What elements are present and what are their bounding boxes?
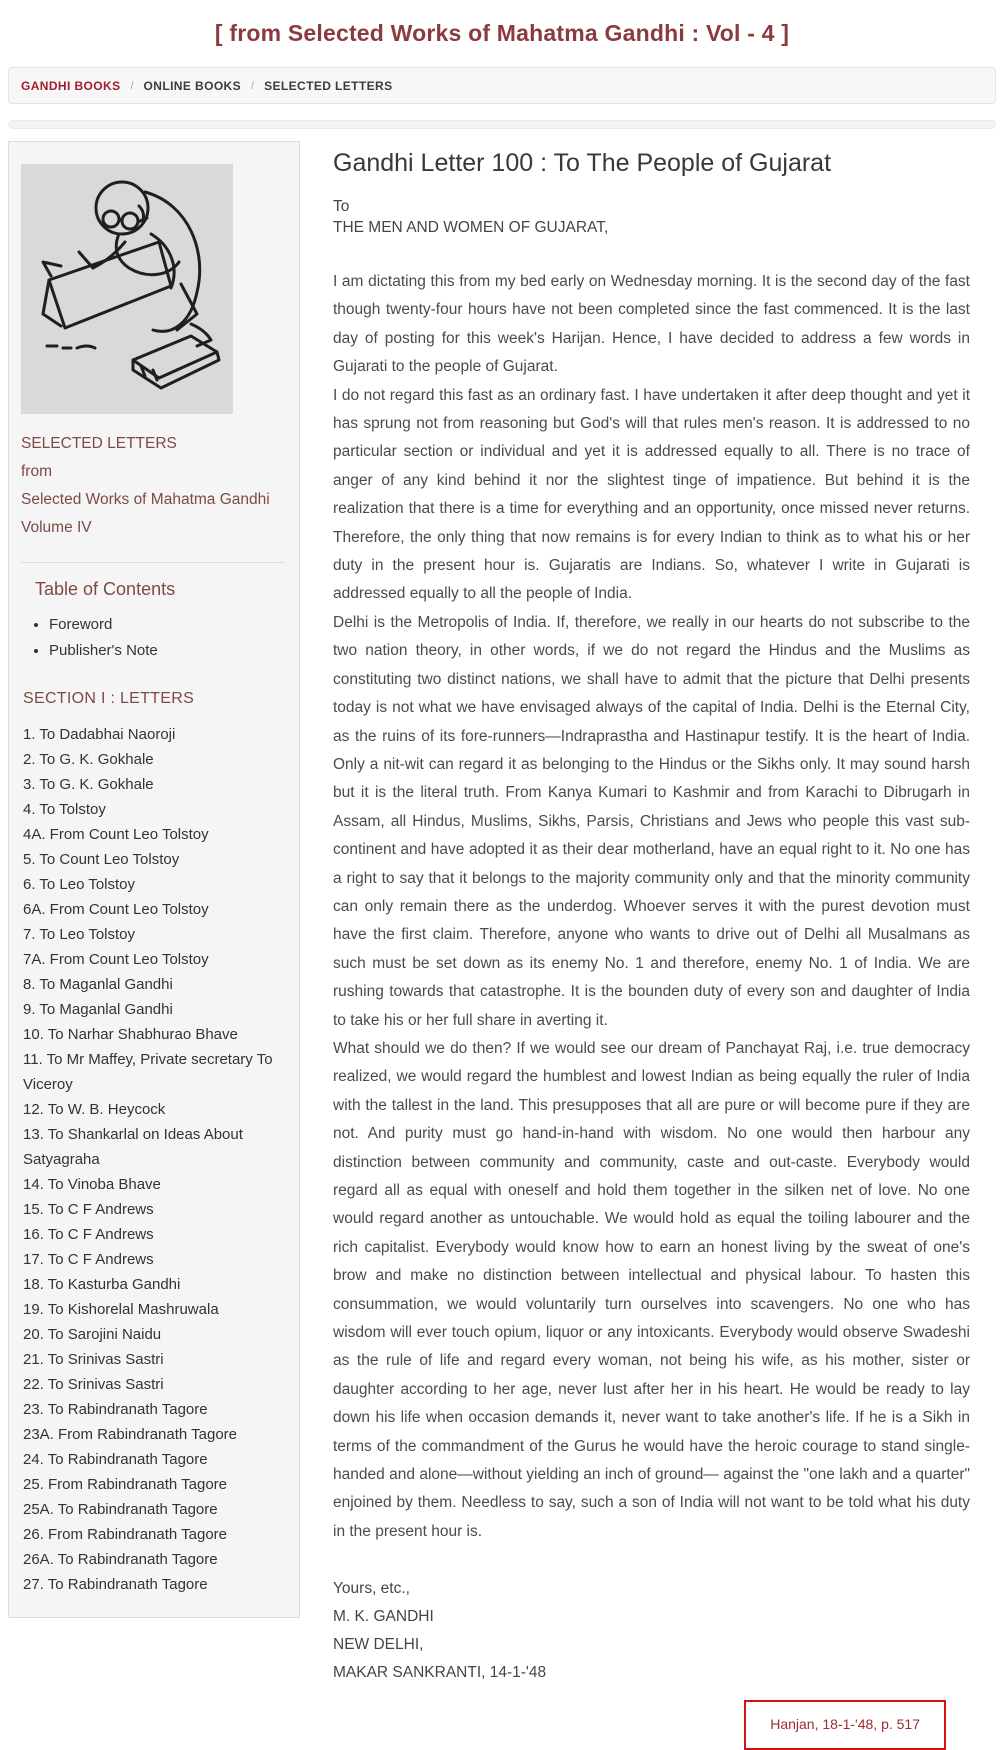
signature-line: M. K. GANDHI [333,1608,434,1626]
letter-link[interactable]: 15. To C F Andrews [23,1201,154,1218]
letter-content [333,141,970,1750]
sidebar [8,141,300,1618]
source-reference-text: Hanjan, 18-1-'48, p. 517 [770,1716,920,1733]
letter-link[interactable]: 6A. From Count Leo Tolstoy [23,901,209,918]
breadcrumb-item-gandhi-books[interactable]: GANDHI BOOKS [21,78,121,93]
letter-link[interactable]: 20. To Sarojini Naidu [23,1326,162,1343]
letter-link[interactable]: 7A. From Count Leo Tolstoy [23,951,209,968]
letter-body [333,268,970,1546]
signature-line: Yours, etc., [333,1580,410,1598]
letter-link[interactable]: 17. To C F Andrews [23,1251,154,1268]
toc-list [49,612,285,664]
letter-link[interactable]: 4A. From Count Leo Tolstoy [23,826,209,843]
letter-link[interactable]: 12. To W. B. Heycock [23,1101,166,1118]
letter-link[interactable]: 8. To Maganlal Gandhi [23,976,173,993]
letter-link[interactable]: 10. To Narhar Shabhurao Bhave [23,1026,238,1043]
letter-link[interactable]: 9. To Maganlal Gandhi [23,1001,173,1018]
content-layout [0,141,1004,1750]
letter-link[interactable]: 26A. To Rabindranath Tagore [23,1551,218,1568]
letter-link[interactable]: 19. To Kishorelal Mashruwala [23,1301,219,1318]
page-title: [ from Selected Works of Mahatma Gandhi : Vol - 4 ] [214,20,790,46]
signature-block [333,1575,970,1687]
letter-link[interactable]: 27. To Rabindranath Tagore [23,1576,208,1593]
letter-link[interactable]: 21. To Srinivas Sastri [23,1351,164,1368]
letter-link[interactable]: 11. To Mr Maffey, Private secretary To Viceroy [23,1051,273,1093]
source-reference-box [744,1700,946,1750]
letter-link[interactable]: 25A. To Rabindranath Tagore [23,1501,218,1518]
letter-link[interactable]: 23. To Rabindranath Tagore [23,1401,208,1418]
letter-link[interactable]: 1. To Dadabhai Naoroji [23,726,176,743]
page-header [0,0,1004,47]
salutation [333,196,970,238]
sidebar-divider [21,562,285,563]
book-title-line: Selected Works of Mahatma Gandhi [21,491,270,508]
toc-heading: Table of Contents [35,579,176,599]
letter-link[interactable]: 5. To Count Leo Tolstoy [23,851,180,868]
letter-link[interactable]: 22. To Srinivas Sastri [23,1376,164,1393]
breadcrumb-item-selected-letters[interactable]: SELECTED LETTERS [264,78,393,93]
salutation-line: To [333,198,350,215]
toc-item[interactable]: • Publisher's Note [49,638,285,664]
letter-link[interactable]: 26. From Rabindranath Tagore [23,1526,228,1543]
letter-link[interactable]: 6. To Leo Tolstoy [23,876,136,893]
signature-line: NEW DELHI, [333,1636,424,1654]
letter-link[interactable]: 16. To C F Andrews [23,1226,154,1243]
toc-item[interactable]: • Foreword [49,612,285,638]
salutation-line: THE MEN AND WOMEN OF GUJARAT, [333,219,609,236]
gandhi-sketch-image [21,164,233,414]
letter-link[interactable]: 4. To Tolstoy [23,801,106,818]
letter-link[interactable]: 18. To Kasturba Gandhi [23,1276,181,1293]
divider-strip [8,120,996,129]
letter-paragraph: I am dictating this from my bed early on Wednesday morning. It is the second day of the fast though twenty-four hours have not been completed since the fast commenced. It is the last day of posting for this week's Harijan. Hence, I have decided to address a few words in Gujarati to the people of Gujarat. [333,273,970,376]
book-title-line: Volume IV [21,519,92,536]
letter-link[interactable]: 23A. From Rabindranath Tagore [23,1426,238,1443]
signature-line: MAKAR SANKRANTI, 14-1-'48 [333,1664,547,1682]
letter-link[interactable]: 2. To G. K. Gokhale [23,751,154,768]
letter-link[interactable]: 24. To Rabindranath Tagore [23,1451,208,1468]
letter-link[interactable]: 13. To Shankarlal on Ideas About Satyagraha [23,1126,243,1168]
letter-link[interactable]: 3. To G. K. Gokhale [23,776,154,793]
letter-link[interactable]: 7. To Leo Tolstoy [23,926,136,943]
book-title-line: from [21,463,52,480]
letter-paragraph: What should we do then? If we would see our dream of Panchayat Raj, i.e. true democracy realized, we would regard the humblest and lowest Indian as being equally the ruler of India with the tallest in the land. This presupposes that all are pure or will become pure if they are not. And purity must go hand-in-hand with wisdom. No one would then harbour any distinction between community and community, caste and out-caste. Everybody would regard all as equal with oneself and hold them together in the silken net of love. No one would regard another as untouchable. We would hold as equal the toiling labourer and the rich capitalist. Everybody would know how to earn an honest living by the sweat of one's brow and make no distinction between intellectual and physical labour. To hasten this consummation, we would voluntarily turn ourselves into scavengers. No one who has wisdom will ever touch opium, liquor or any intoxicants. Everybody would observe Swadeshi as the rule of life and regard every woman, not being his wife, as his mother, sister or daughter according to her age, never lust after her in his heart. He would be ready to lay down his life when occasion demands it, never want to take another's life. If he is a Sikh in terms of the commandment of the Gurus he would have the heroic courage to stand single- handed and alone—without yielding an inch of ground— against the "one lakh and a quarter" enjoined by them. Needless to say, such a son of India will not want to be told what his duty in the present hour is. [333,1039,970,1540]
sidebar-book-title [21,430,285,542]
letter-paragraph: I do not regard this fast as an ordinary fast. I have undertaken it after deep thought and yet it has sprung not from reasoning but God's will that rules men's reason. It is addressed to no particular section or individual and yet it is addressed equally to all. There is no trace of anger of any kind behind it nor the slightest tinge of impatience. But behind it is the realization that there is a time for everything and an opportunity, once missed never returns. Therefore, the only thing that now remains is for every Indian to think as to what his or her duty in the present hour is. Gujaratis are Indians. So, whatever I write in Gujarati is addressed equally to all the people of India. [333,386,970,603]
letter-paragraph: Delhi is the Metropolis of India. If, therefore, we really in our hearts do not subscribe to the two nation theory, in other words, if we do not regard the Hindus and the Muslims as constituting two distinct nations, we shall have to admit that the picture that Delhi presents today is not what we have envisaged always of the capital of India. Delhi is the Eternal City, as the ruins of its fore-runners—Indraprastha and Hastinapur testify. It is the heart of India. Only a nit-wit can regard it as belonging to the Hindus or the Sikhs only. It may sound harsh but it is the literal truth. From Kanya Kumari to Kashmir and from Karachi to Dibrugarh in Assam, all Hindus, Muslims, Sikhs, Parsis, Christians and Jews who people this vast sub-continent and have adopted it as their dear motherland, have an equal right to it. No one has a right to say that it belongs to the majority community only and that the minority community can only remain there as the underdog. Whoever serves it with the purest devotion must have the first claim. Therefore, anyone who wants to drive out of Delhi all Musalmans as such must be set down as its enemy No. 1 and therefore, enemy No. 1 of India. We are rushing towards that catastrophe. It is the bounden duty of every son and daughter of India to take his or her full share in averting it. [333,613,970,1029]
section-heading: SECTION I : LETTERS [23,690,195,707]
breadcrumb-item-online-books[interactable]: ONLINE BOOKS [143,78,242,93]
letter-title: Gandhi Letter 100 : To The People of Gujarat [333,149,832,177]
letter-link[interactable]: 14. To Vinoba Bhave [23,1176,161,1193]
book-title-line: SELECTED LETTERS [21,435,177,452]
letter-link[interactable]: 25. From Rabindranath Tagore [23,1476,228,1493]
breadcrumb-separator: / [251,79,255,92]
breadcrumb-separator: / [130,79,134,92]
breadcrumb [8,67,996,104]
letters-list [21,722,285,1597]
